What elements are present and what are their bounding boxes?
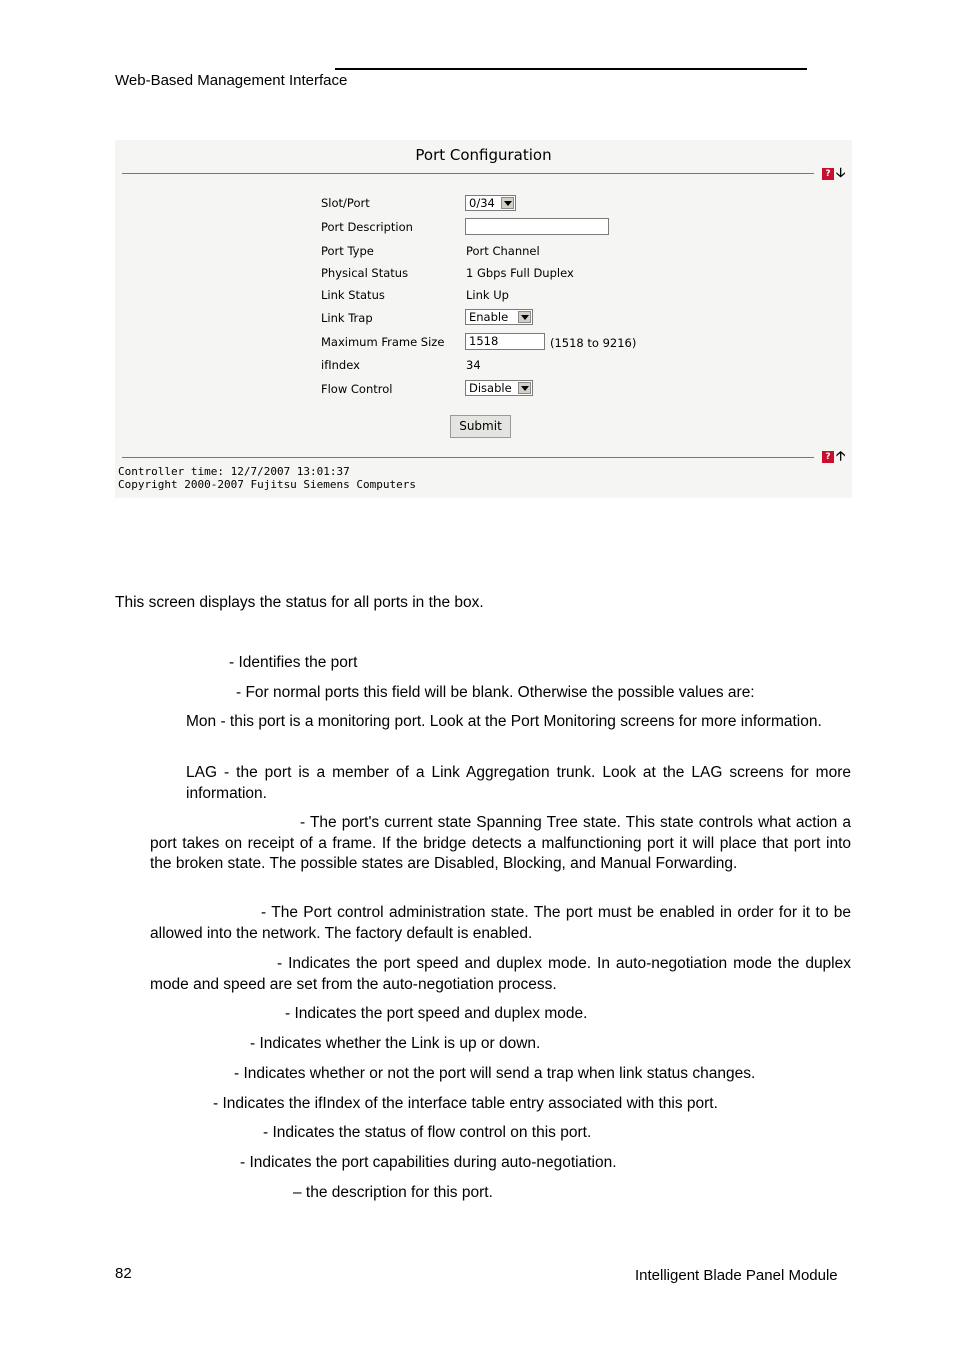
desc-mon: Mon - this port is a monitoring port. Look at the Port Monitoring screens for more information. bbox=[186, 713, 822, 730]
chevron-down-icon bbox=[501, 197, 514, 209]
max-frame-label: Maximum Frame Size bbox=[321, 335, 445, 349]
port-description-input[interactable] bbox=[465, 218, 609, 235]
chevron-down-icon bbox=[518, 382, 531, 394]
ifindex-value: 34 bbox=[466, 358, 481, 372]
slot-port-select[interactable] bbox=[465, 195, 516, 211]
desc-link-status: - Indicates whether the Link is up or down. bbox=[250, 1035, 541, 1052]
link-status-label: Link Status bbox=[321, 288, 385, 302]
slot-port-label: Slot/Port bbox=[321, 196, 370, 210]
footer-product: Intelligent Blade Panel Module bbox=[635, 1267, 838, 1284]
desc-physical-status: - Indicates the port speed and duplex mode. bbox=[285, 1005, 588, 1022]
link-trap-select[interactable] bbox=[465, 309, 533, 325]
link-trap-label: Link Trap bbox=[321, 311, 373, 325]
help-icon[interactable]: ? bbox=[822, 168, 834, 180]
port-type-value: Port Channel bbox=[466, 244, 540, 258]
flow-control-value: Disable bbox=[469, 381, 512, 395]
header-title: Web-Based Management Interface bbox=[115, 72, 348, 89]
desc-stp-state: - The port's current state Spanning Tree state. This state controls what action a port takes on receipt of a frame. If the bridge detects a malfunctioning port it will place that port into the broken state. The possible states are Disabled, Blocking, and Manual Forwarding. bbox=[150, 814, 851, 872]
physical-status-value: 1 Gbps Full Duplex bbox=[466, 266, 574, 280]
port-description-label: Port Description bbox=[321, 220, 413, 234]
top-rule bbox=[122, 173, 814, 174]
chevron-down-icon bbox=[518, 311, 531, 323]
header-rule bbox=[335, 68, 807, 70]
desc-lag: LAG - the port is a member of a Link Aggregation trunk. Look at the LAG screens for more information. bbox=[186, 764, 851, 802]
link-status-value: Link Up bbox=[466, 288, 509, 302]
physical-status-label: Physical Status bbox=[321, 266, 409, 280]
max-frame-hint: (1518 to 9216) bbox=[550, 336, 637, 350]
link-trap-value: Enable bbox=[469, 310, 509, 324]
submit-button[interactable]: Submit bbox=[450, 415, 511, 438]
panel-title: Port Configuration bbox=[415, 146, 552, 164]
desc-link-trap: - Indicates whether or not the port will send a trap when link status changes. bbox=[234, 1065, 756, 1082]
copyright: Copyright 2000-2007 Fujitsu Siemens Computers bbox=[118, 478, 417, 491]
desc-flow-control: - Indicates the status of flow control on this port. bbox=[263, 1124, 592, 1141]
max-frame-input[interactable]: 1518 bbox=[465, 333, 545, 350]
arrow-up-icon[interactable]: 🡡 bbox=[836, 449, 846, 464]
flow-control-label: Flow Control bbox=[321, 382, 393, 396]
desc-port-description: – the description for this port. bbox=[293, 1184, 493, 1201]
slot-port-value: 0/34 bbox=[469, 196, 495, 210]
intro-text: This screen displays the status for all ports in the box. bbox=[115, 594, 484, 611]
help-icon[interactable]: ? bbox=[822, 451, 834, 463]
desc-slot-port: - Identifies the port bbox=[229, 654, 358, 671]
arrow-down-icon[interactable]: 🡣 bbox=[836, 166, 846, 181]
page-number: 82 bbox=[115, 1265, 132, 1282]
desc-admin-mode: - The Port control administration state. The port must be enabled in order for it to be allowed into the network. The factory default is enabled. bbox=[150, 904, 851, 942]
bottom-rule bbox=[122, 457, 814, 458]
desc-port-type: - For normal ports this field will be blank. Otherwise the possible values are: bbox=[236, 684, 755, 701]
ifindex-label: ifIndex bbox=[321, 358, 360, 372]
controller-time: Controller time: 12/7/2007 13:01:37 bbox=[118, 465, 350, 478]
desc-capabilities: - Indicates the port capabilities during auto-negotiation. bbox=[240, 1154, 617, 1171]
port-type-label: Port Type bbox=[321, 244, 374, 258]
desc-physical-mode: - Indicates the port speed and duplex mode. In auto-negotiation mode the duplex mode and speed are set from the auto-negotiation process. bbox=[150, 955, 851, 993]
port-configuration-screenshot bbox=[115, 140, 852, 498]
flow-control-select[interactable] bbox=[465, 380, 533, 396]
desc-ifindex: - Indicates the ifIndex of the interface table entry associated with this port. bbox=[213, 1095, 718, 1112]
